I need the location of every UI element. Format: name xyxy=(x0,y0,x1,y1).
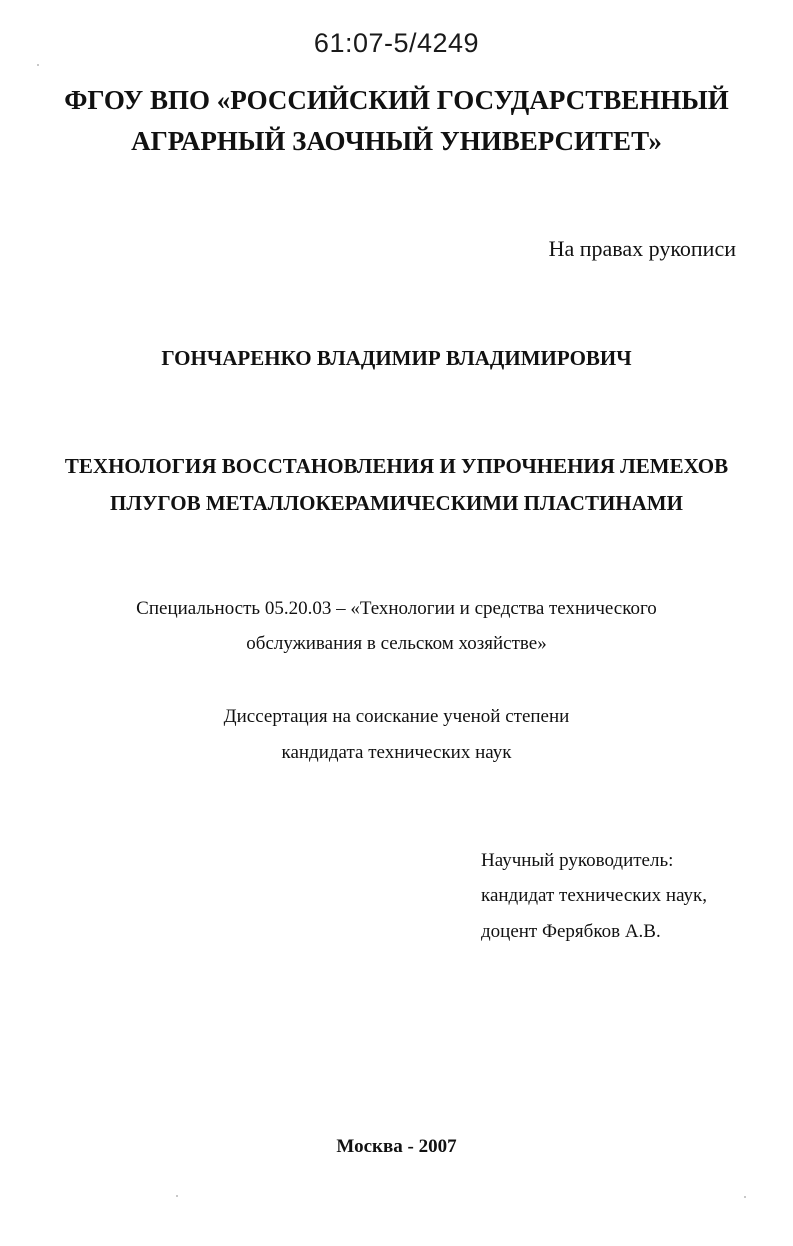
city-year: Москва - 2007 xyxy=(336,1136,457,1157)
institution-line-2: АГРАРНЫЙ ЗАОЧНЫЙ УНИВЕРСИТЕТ» xyxy=(131,126,662,156)
degree-line-1: Диссертация на соискание ученой степени xyxy=(223,706,570,727)
advisor-name: доцент Ферябков А.В. xyxy=(481,921,661,942)
author-name: ГОНЧАРЕНКО ВЛАДИМИР ВЛАДИМИРОВИЧ xyxy=(161,346,632,370)
specialty-line-2: обслуживания в сельском хозяйстве» xyxy=(246,633,547,654)
manuscript-note: На правах рукописи xyxy=(548,236,736,261)
advisor-heading: Научный руководитель: xyxy=(481,850,674,871)
scan-speck xyxy=(744,1196,746,1198)
scan-speck xyxy=(37,64,39,66)
institution-line-1: ФГОУ ВПО «РОССИЙСКИЙ ГОСУДАРСТВЕННЫЙ xyxy=(64,85,729,115)
specialty-line-1: Специальность 05.20.03 – «Технологии и средства технического xyxy=(136,598,657,619)
dissertation-title-line-2: ПЛУГОВ МЕТАЛЛОКЕРАМИЧЕСКИМИ ПЛАСТИНАМИ xyxy=(110,491,683,515)
advisor-degree: кандидат технических наук, xyxy=(481,885,708,906)
scan-speck xyxy=(176,1195,178,1197)
degree-line-2: кандидата технических наук xyxy=(281,742,512,763)
catalog-number: 61:07-5/4249 xyxy=(313,28,480,58)
dissertation-title-line-1: ТЕХНОЛОГИЯ ВОССТАНОВЛЕНИЯ И УПРОЧНЕНИЯ ЛЕМЕХОВ xyxy=(64,454,729,478)
